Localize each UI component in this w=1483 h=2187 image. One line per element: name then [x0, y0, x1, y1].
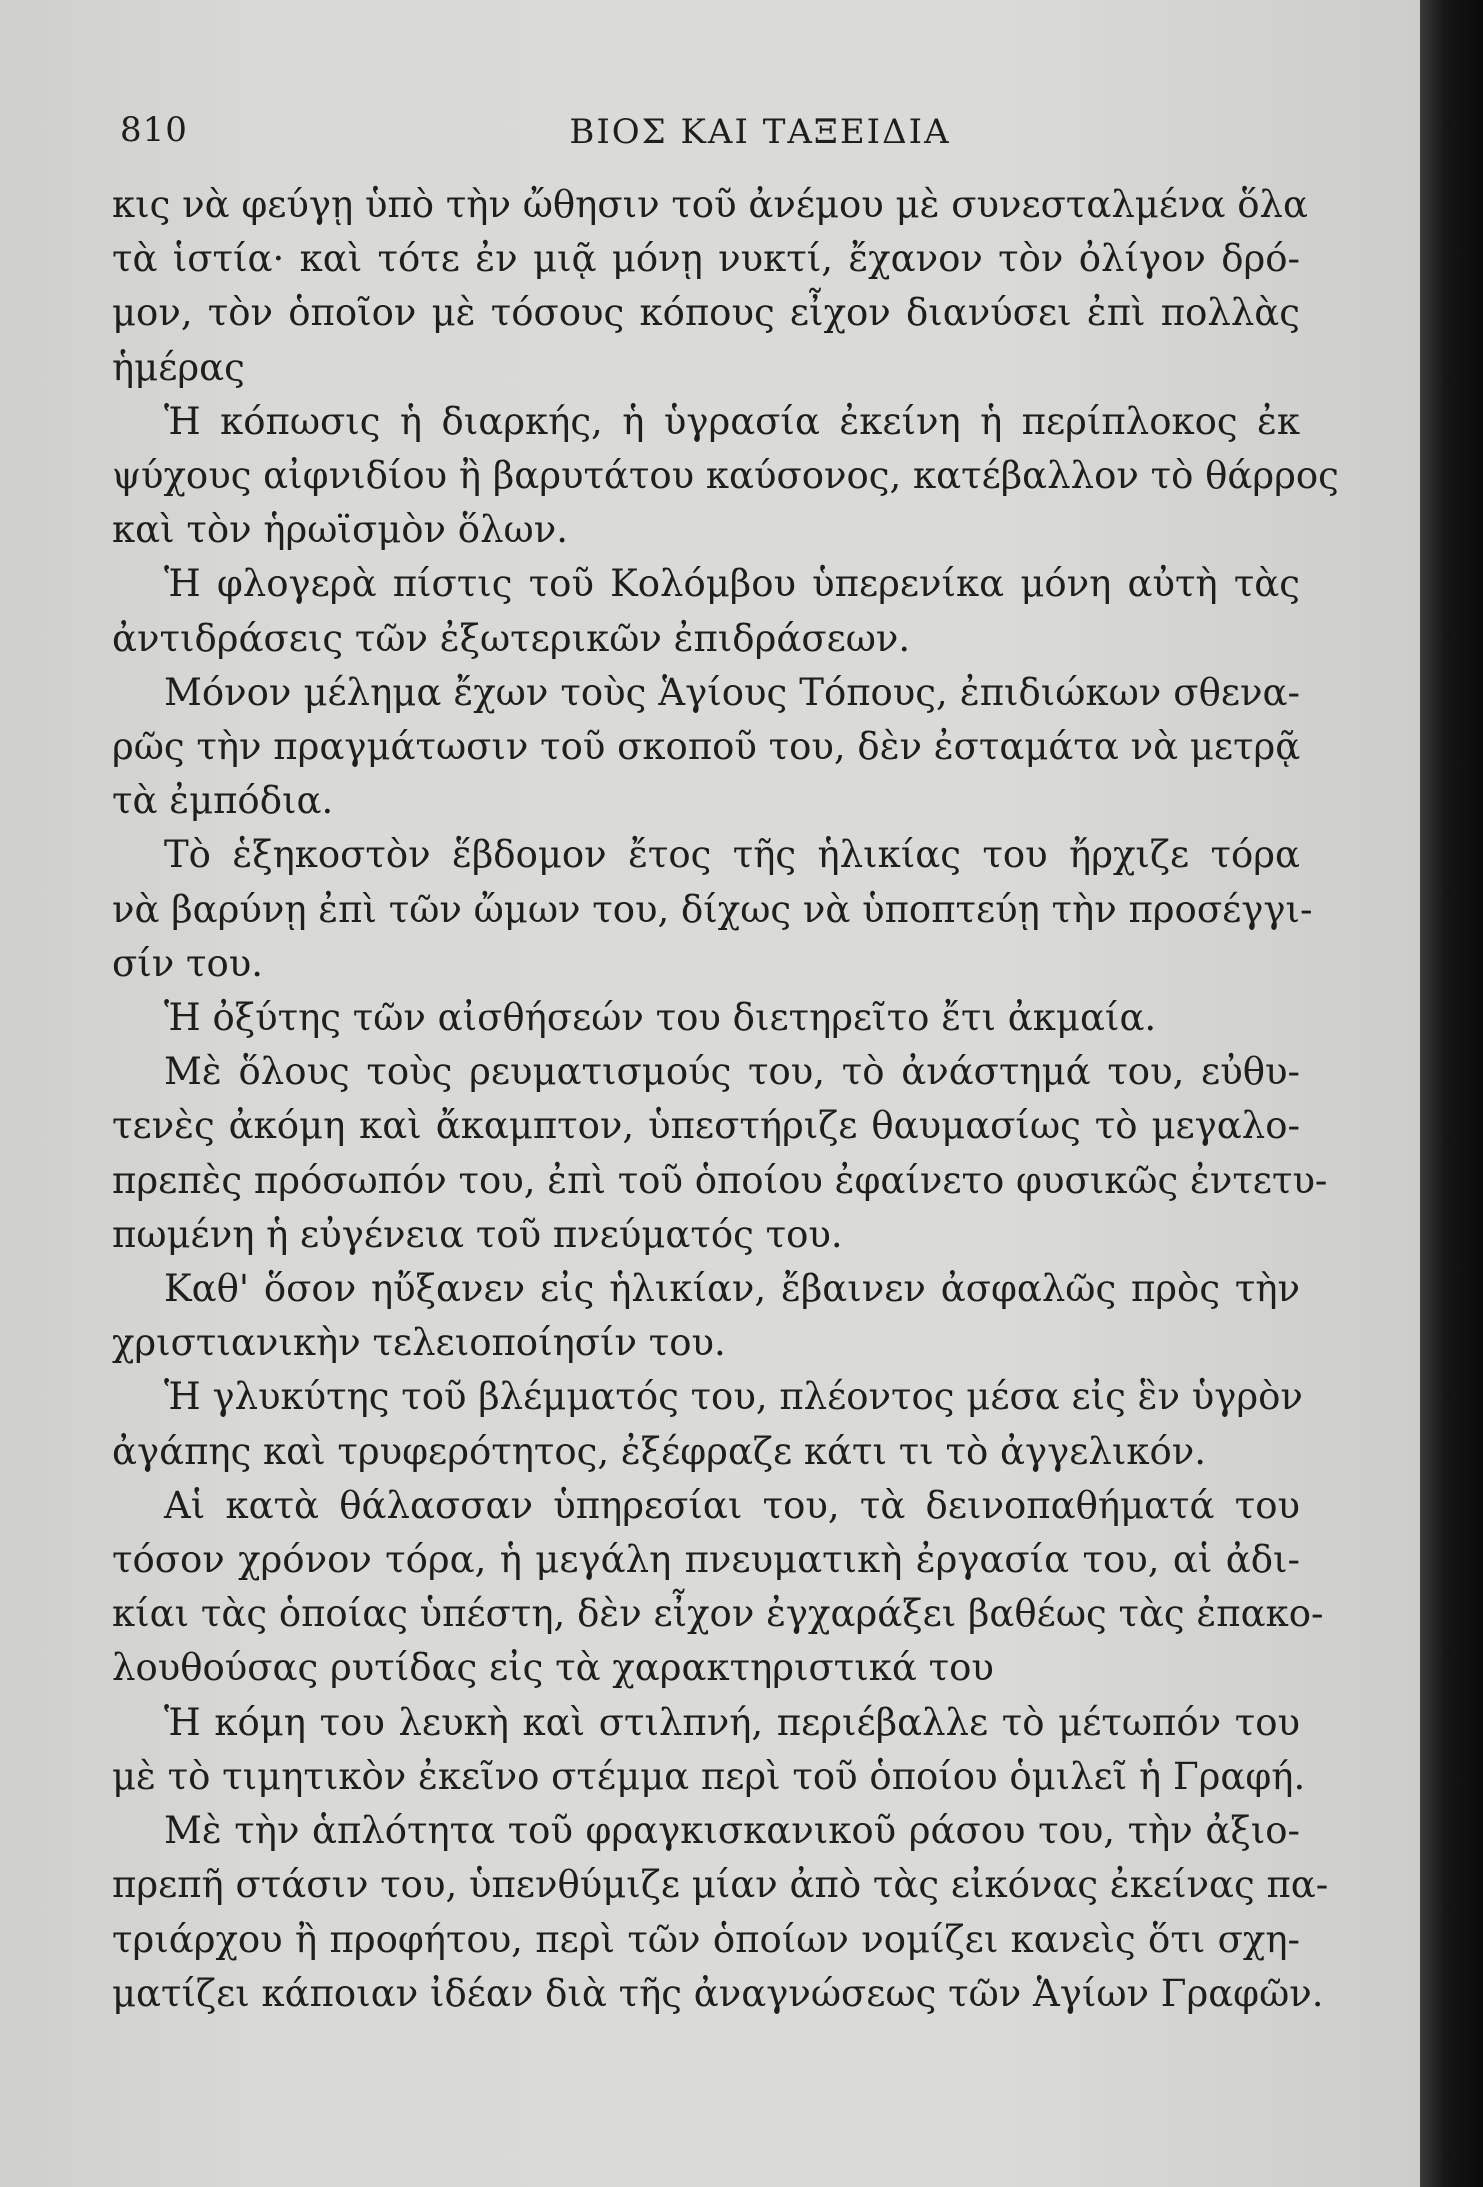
text-line: Καθ' ὅσον ηὔξανεν εἰς ἡλικίαν, ἔβαινεν ἀσφαλῶς πρὸς τὴν — [164, 1267, 1300, 1311]
text-line: Ἡ κόπωσις ἡ διαρκής, ἡ ὑγρασία ἐκείνη ἡ περίπλοκος ἐκ — [164, 399, 1300, 443]
text-line: ρῶς τὴν πραγμάτωσιν τοῦ σκοποῦ του, δὲν ἐσταμάτα νὰ μετρᾷ — [112, 725, 1301, 769]
text-line: Μὲ ὅλους τοὺς ρευματισμούς του, τὸ ἀνάστημά του, εὐθυ- — [164, 1050, 1300, 1094]
book-binding-edge — [1420, 0, 1483, 2187]
text-line: ματίζει κάποιαν ἰδέαν διὰ τῆς ἀναγνώσεως τῶν Ἁγίων Γραφῶν. — [112, 1971, 1324, 2015]
text-line: πρεπῆ στάσιν του, ὑπενθύμιζε μίαν ἀπὸ τὰς εἰκόνας ἐκείνας πα- — [112, 1863, 1329, 1907]
text-line: μον, τὸν ὁποῖον μὲ τόσους κόπους εἶχον διανύσει ἐπὶ πολλὰς — [112, 291, 1300, 335]
text-line: νὰ βαρύνῃ ἐπὶ τῶν ὤμων του, δίχως νὰ ὑποπτεύῃ τὴν προσέγγι- — [112, 887, 1313, 931]
text-line: πωμένη ἡ εὐγένεια τοῦ πνεύματός του. — [112, 1212, 843, 1256]
text-line: τριάρχου ἢ προφήτου, περὶ τῶν ὁποίων νομίζει κανεὶς ὅτι σχη- — [112, 1917, 1300, 1961]
text-line: τενὲς ἀκόμη καὶ ἄκαμπτον, ὑπεστήριζε θαυμασίως τὸ μεγαλο- — [112, 1104, 1300, 1148]
page-number: 810 — [120, 110, 188, 150]
text-line: ἡμέρας — [112, 345, 245, 389]
text-line: Μὲ τὴν ἁπλότητα τοῦ φραγκισκανικοῦ ράσου του, τὴν ἀξιο- — [164, 1809, 1300, 1853]
text-line: Αἱ κατὰ θάλασσαν ὑπηρεσίαι του, τὰ δεινοπαθήματά του — [164, 1483, 1300, 1527]
text-line: καὶ τὸν ἡρωϊσμὸν ὅλων. — [112, 508, 568, 552]
text-line: Ἡ ὀξύτης τῶν αἰσθήσεών του διετηρεῖτο ἔτι ἀκμαία. — [164, 996, 1157, 1040]
text-line: τὰ ἐμπόδια. — [112, 779, 334, 823]
text-line: Ἡ φλογερὰ πίστις τοῦ Κολόμβου ὑπερενίκα μόνη αὐτὴ τὰς — [164, 562, 1300, 606]
body-text — [112, 178, 1339, 2021]
text-line: σίν του. — [112, 941, 264, 985]
text-line: Μόνον μέλημα ἔχων τοὺς Ἁγίους Τόπους, ἐπιδιώκων σθενα- — [164, 670, 1300, 714]
text-line: ψύχους αἰφνιδίου ἢ βαρυτάτου καύσονος, κατέβαλλον τὸ θάρρος — [112, 454, 1339, 498]
text-line: κίαι τὰς ὁποίας ὑπέστη, δὲν εἶχον ἐγχαράξει βαθέως τὰς ἐπακο- — [112, 1592, 1324, 1636]
text-line: μὲ τὸ τιμητικὸν ἐκεῖνο στέμμα περὶ τοῦ ὁποίου ὁμιλεῖ ἡ Γραφή. — [112, 1754, 1306, 1798]
text-line: τόσον χρόνον τόρα, ἡ μεγάλη πνευματικὴ ἐργασία του, αἱ ἀδι- — [112, 1538, 1300, 1582]
text-line: χριστιανικὴν τελειοποίησίν του. — [112, 1321, 726, 1365]
running-head: ΒΙΟΣ ΚΑΙ ΤΑΞΕΙΔΙΑ — [569, 112, 951, 152]
text-line: ἀγάπης καὶ τρυφερότητος, ἐξέφραζε κάτι τι τὸ ἀγγελικόν. — [112, 1429, 1206, 1473]
text-line: Τὸ ἑξηκοστὸν ἕβδομον ἔτος τῆς ἡλικίας του ἤρχιζε τόρα — [164, 833, 1300, 877]
text-line: τὰ ἱστία· καὶ τότε ἐν μιᾷ μόνῃ νυκτί, ἔχανον τὸν ὀλίγον δρό- — [112, 237, 1300, 281]
page-header — [120, 110, 1310, 160]
text-line: πρεπὲς πρόσωπόν του, ἐπὶ τοῦ ὁποίου ἐφαίνετο φυσικῶς ἐντετυ- — [112, 1158, 1328, 1202]
text-line: κις νὰ φεύγῃ ὑπὸ τὴν ὤθησιν τοῦ ἀνέμου μὲ συνεσταλμένα ὅλα — [112, 183, 1308, 226]
text-line: Ἡ γλυκύτης τοῦ βλέμματός του, πλέοντος μέσα εἰς ἓν ὑγρὸν — [164, 1375, 1303, 1419]
text-line: Ἡ κόμη του λευκὴ καὶ στιλπνή, περιέβαλλε τὸ μέτωπόν του — [164, 1700, 1300, 1744]
text-line: λουθούσας ρυτίδας εἰς τὰ χαρακτηριστικά του — [112, 1646, 994, 1690]
text-line: ἀντιδράσεις τῶν ἐξωτερικῶν ἐπιδράσεων. — [112, 616, 911, 660]
